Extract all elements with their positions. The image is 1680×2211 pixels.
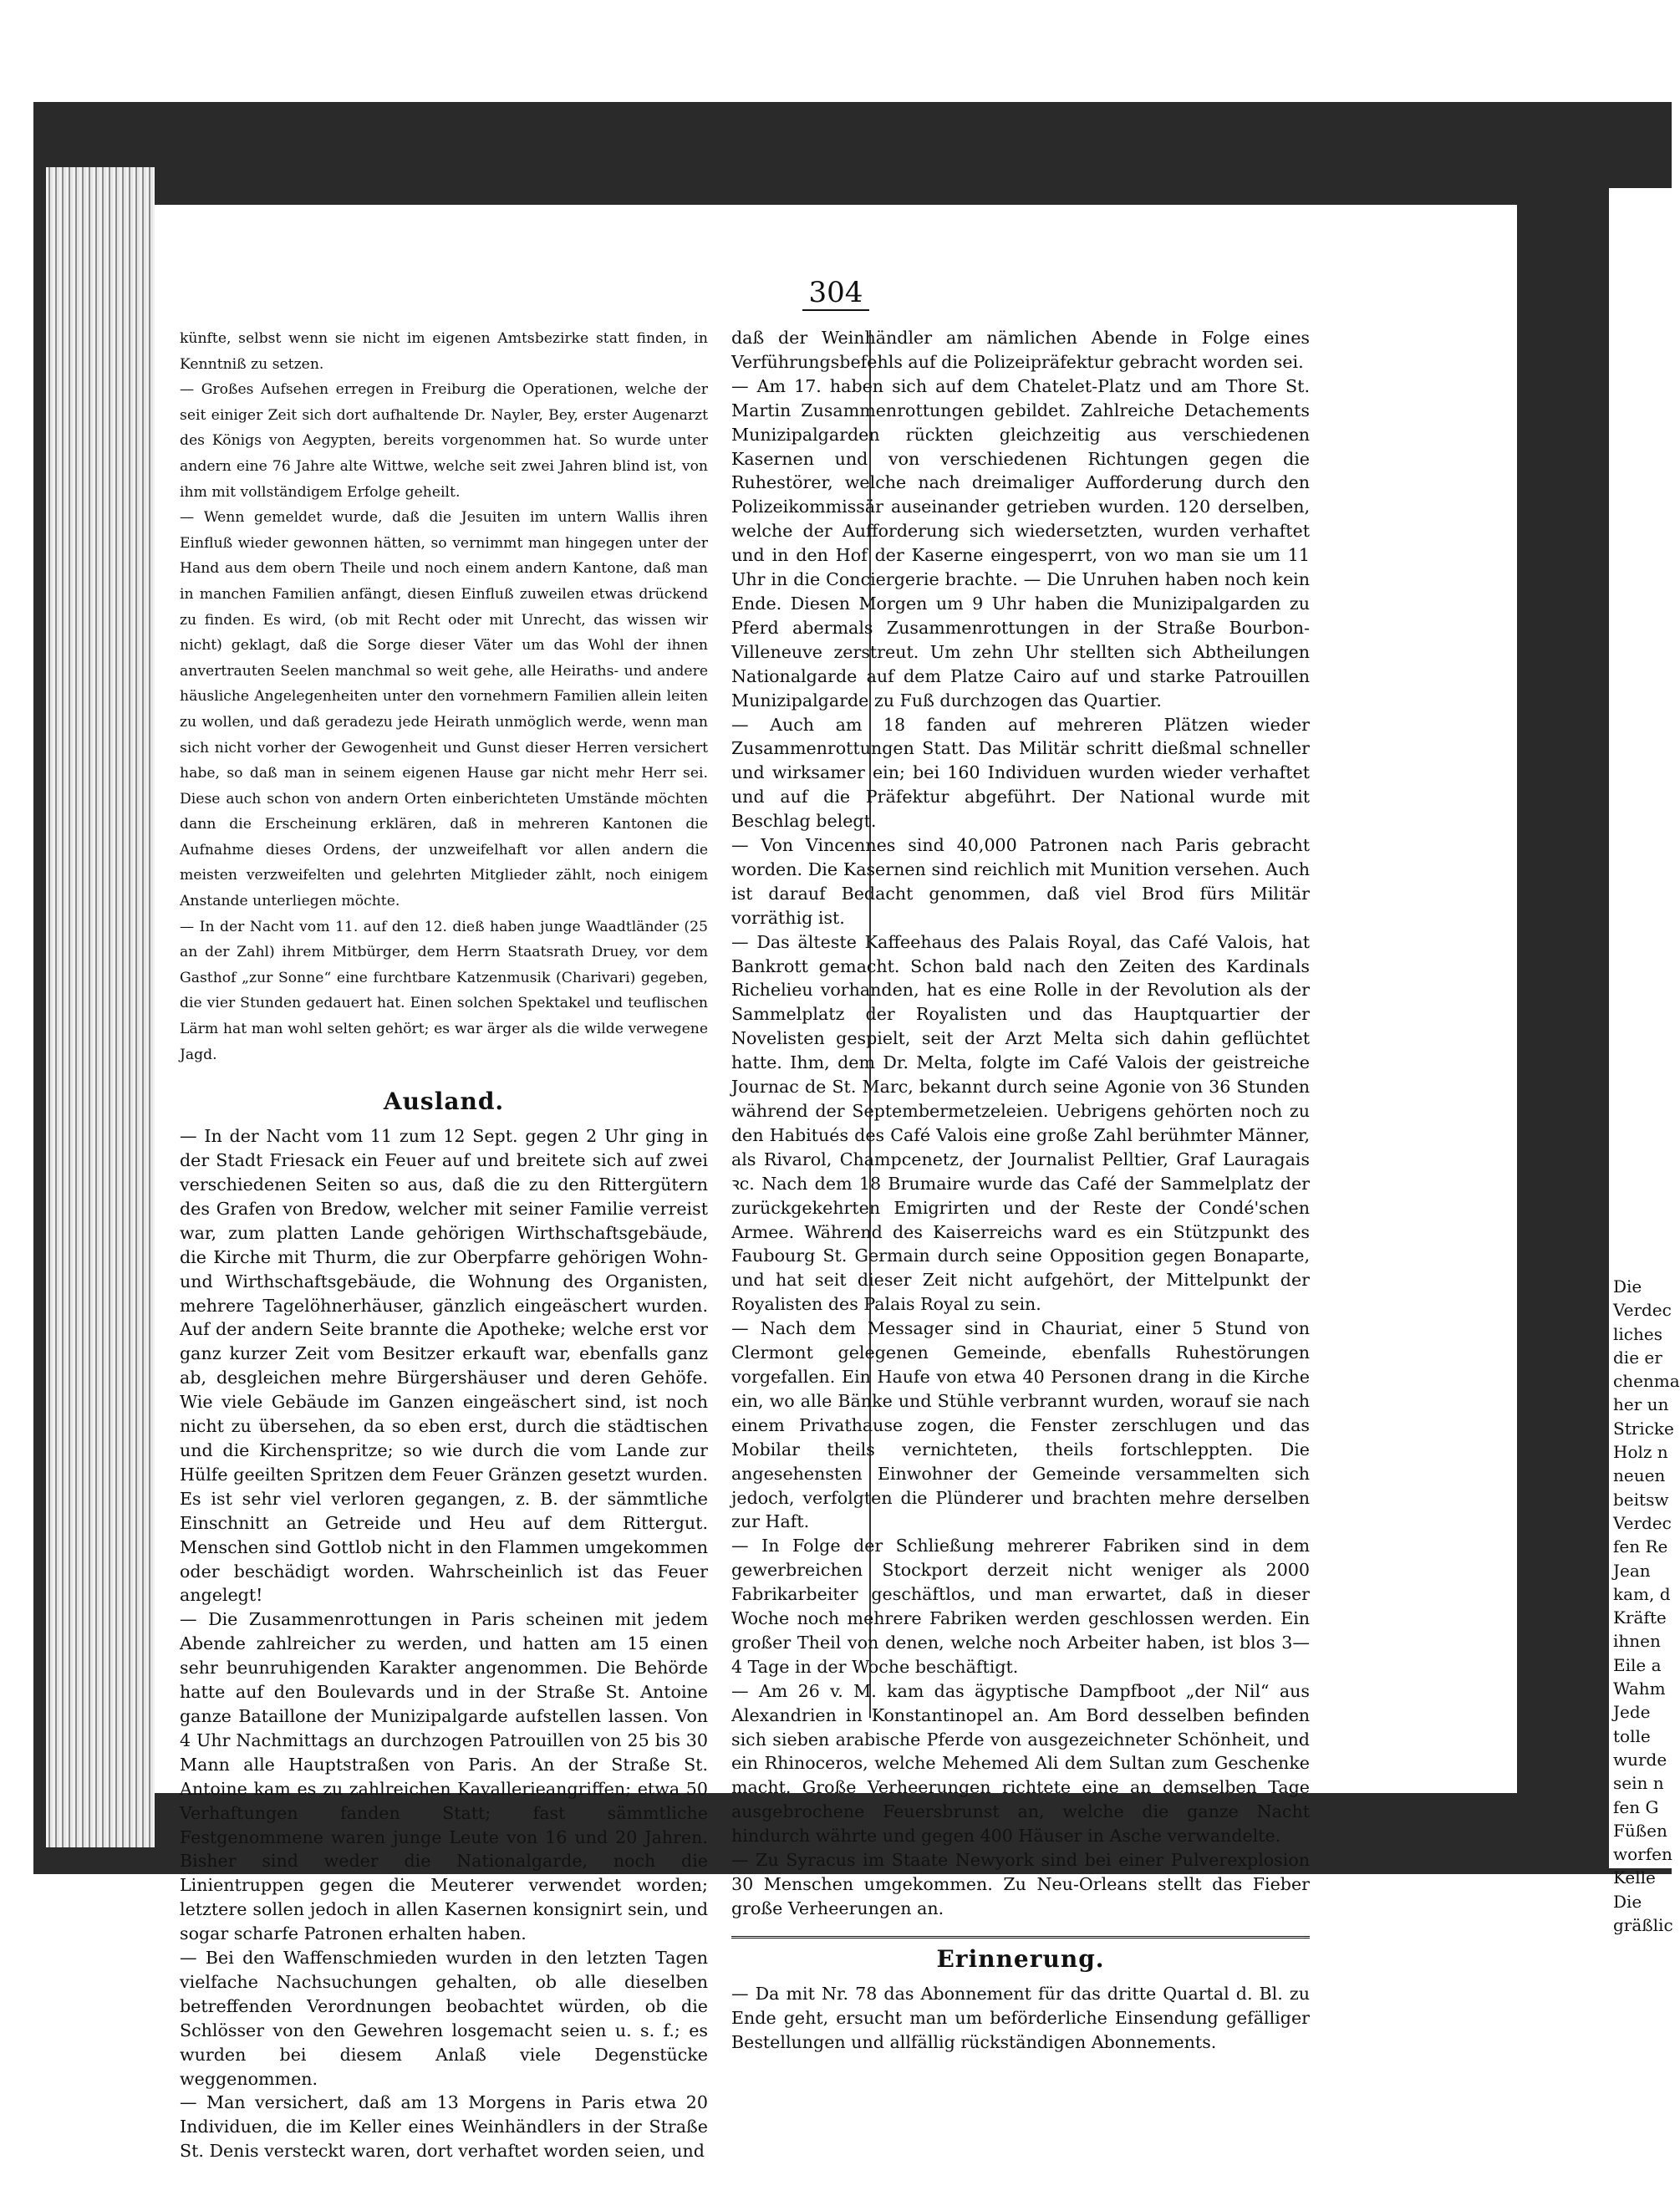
paragraph: — Am 17. haben sich auf dem Chatelet-Platz und am Thore St. Martin Zusammenrottungen gebildet. Zahlreiche Detachements Munizipalgarden rückten gleichzeitig aus verschiedenen Kasernen und von verschiedenen Richtungen gegen die Ruhestörer, welche nach dreimaliger Aufforderung durch den Polizeikommissär auseinander getrieben wurden. 120 derselben, welche der Aufforderung sich wiedersetzten, wurden verhaftet und in den Hof der Kaserne eingesperrt, von wo man sie um 11 Uhr in die Conciergerie brachte. — Die Unruhen haben noch kein Ende. Diesen Morgen um 9 Uhr haben die Munizipalgarden zu Pferd abermals Zusammenrottungen in der Straße Bourbon-Villeneuve zerstreut. Um zehn Uhr stellten sich Abtheilungen Nationalgarde auf dem Platze Cairo auf und starke Patrouillen Munizipalgarde zu Fuß durchzogen das Quartier. (731, 375, 1310, 711)
adjacent-page-fragment: sein n (1613, 1773, 1664, 1794)
paragraph: — In der Nacht vom 11 zum 12 Sept. gegen 2 Uhr ging in der Stadt Friesack ein Feuer auf und breitete sich auf zwei verschiedenen Seiten so aus, daß die zu den Rittergütern des Grafen von Bredow, welcher mit seiner Familie verreist war, zum platten Lande gehörigen Wirthschaftsgebäude, die Kirche mit Thurm, die zur Oberpfarre gehörigen Wohn- und Wirthschaftsgebäude, die Wohnung des Organisten, mehrere Tagelöhnerhäuser, gänzlich eingeäschert wurden. Auf der andern Seite brannte die Apotheke; welche erst vor ganz kurzer Zeit vom Besitzer erkauft war, ebenfalls ganz ab, desgleichen mehre Bürgershäuser und deren Gehöfe. Wie viele Gebäude im Ganzen eingeäschert sind, ist noch nicht zu übersehen, da so eben erst, durch die städtischen und die Kirchenspritze; so wie durch die vom Lande zur Hülfe geeilten Spritzen dem Feuer Gränzen gesetzt wurden. Es ist sehr viel verloren gegangen, z. B. der sämmtliche Einschnitt an Getreide und Heu auf dem Rittergut. Menschen sind Gottlob nicht in den Flammen umgekommen oder beschädigt worden. Wahrscheinlich ist das Feuer angelegt! (180, 1126, 708, 1606)
adjacent-page-fragment: Eile a (1613, 1654, 1662, 1675)
paragraph: — Die Zusammenrottungen in Paris scheinen mit jedem Abende zahlreicher zu werden, und hatten am 15 einen sehr beunruhigenden Karakter angenommen. Die Behörde hatte auf den Boulevards und in der Straße St. Antoine ganze Bataillone der Munizipalgarde aufstellen lassen. Von 4 Uhr Nachmittags an durchzogen Patrouillen von 25 bis 30 Mann alle Hauptstraßen von Paris. An der Straße St. Antoine kam es zu zahlreichen Kavallerieangriffen; etwa 50 Verhaftungen fanden Statt; fast sämmtliche Festgenommene waren junge Leute von 16 und 20 Jahren. Bisher sind weder die Nationalgarde, noch die Linientruppen gegen die Meuterer verwendet worden; letztere sollen jedoch in allen Kasernen konsignirt sein, und sogar scharfe Patronen erhalten haben. (180, 1609, 708, 1944)
adjacent-page-fragment: gräßlic (1613, 1915, 1673, 1936)
paragraph: künfte, selbst wenn sie nicht im eigenen Amtsbezirke statt finden, in Kenntniß zu setzen. (180, 330, 708, 373)
right-column-text (731, 326, 1310, 1921)
adjacent-page-fragment: tolle (1613, 1725, 1651, 1746)
adjacent-page-fragment: Die (1613, 1891, 1642, 1912)
adjacent-page-fragment: neuen (1613, 1465, 1666, 1486)
page-number: 304 (155, 276, 1517, 309)
paragraph: — Auch am 18 fanden auf mehreren Plätzen wieder Zusammenrottungen Statt. Das Militär schritt dießmal schneller und wirksamer ein; bei 160 Individuen wurden wieder verhaftet und auf die Präfektur abgeführt. Der National wurde mit Beschlag belegt. (731, 714, 1310, 832)
left-column-large-text (180, 1124, 708, 2163)
paragraph: — In der Nacht vom 11. auf den 12. dieß haben junge Waadtländer (25 an der Zahl) ihrem Mitbürger, dem Herrn Staatsrath Druey, vor dem Gasthof „zur Sonne“ eine furchtbare Katzenmusik (Charivari) gegeben, die vier Stunden gedauert hat. Einen solchen Spektakel und teuflischen Lärm hat man wohl selten gehört; es war ärger als die wilde verwegene Jagd. (180, 918, 708, 1063)
adjacent-page-fragment: Verdec (1613, 1512, 1672, 1533)
paragraph: — Zu Syracus im Staate Newyork sind bei einer Pulverexplosion 30 Menschen umgekommen. Zu Neu-Orleans stellt das Fieber große Verheerungen an. (731, 1850, 1310, 1918)
adjacent-page-fragment: Wahm (1613, 1679, 1666, 1699)
paragraph: — Nach dem Messager sind in Chauriat, einer 5 Stund von Clermont gelegenen Gemeinde, ebenfalls Ruhestörungen vorgefallen. Ein Haufe von etwa 40 Personen drang in die Kirche ein, wo alle Bänke und Stühle verbrannt wurden, worauf sie nach einem Privathause zogen, die Fenster zerschlugen und das Mobilar theils vernichteten, theils fortschleppten. Die angesehensten Einwohner der Gemeinde versammelten sich jedoch, verfolgten die Plünderer und brachten mehre derselben zur Haft. (731, 1318, 1310, 1532)
paragraph: — Man versichert, daß am 13 Morgens in Paris etwa 20 Individuen, die im Keller eines Weinhändlers in der Straße St. Denis versteckt waren, dort verhaftet worden seien, und (180, 2092, 708, 2162)
paragraph: — Bei den Waffenschmieden wurden in den letzten Tagen vielfache Nachsuchungen gehalten, ob alle dieselben betreffenden Verordnungen beobachtet würden, ob die Schlösser von den Gewehren losgemacht seien u. s. f.; es wurden bei diesem Anlaß viele Degenstücke weggenommen. (180, 1948, 708, 2089)
adjacent-page-fragment: worfen (1613, 1844, 1672, 1865)
adjacent-page-fragment: Holz n (1613, 1442, 1668, 1463)
adjacent-page-fragment: beitsw (1613, 1489, 1669, 1510)
paragraph: daß der Weinhändler am nämlichen Abende in Folge eines Verführungsbefehls auf die Polizeipräfektur gebracht worden sei. (731, 328, 1310, 372)
adjacent-page-fragment: Verdec (1613, 1300, 1672, 1321)
adjacent-page-text (1613, 1275, 1680, 1937)
section-divider (731, 1936, 1310, 1938)
adjacent-page-fragment: liches (1613, 1323, 1662, 1344)
paragraph: — Da mit Nr. 78 das Abonnement für das dritte Quartal d. Bl. zu Ende geht, ersucht man um beförderliche Einsendung gefälliger Bestellungen und allfällig rückständigen Abonnements. (731, 1983, 1310, 2052)
adjacent-page-fragment: kam, d (1613, 1583, 1671, 1604)
paragraph: — Von Vincennes sind 40,000 Patronen nach Paris gebracht worden. Die Kasernen sind reichlich mit Munition versehen. Auch ist darauf Bedacht genommen, daß viel Brod fürs Militär vorräthig ist. (731, 835, 1310, 928)
right-column (731, 326, 1310, 2055)
book-spine-pages (46, 167, 155, 1847)
paragraph: — Großes Aufsehen erregen in Freiburg die Operationen, welche der seit einiger Zeit sich dort aufhaltende Dr. Nayler, Bey, erster Augenarzt des Königs von Aegypten, bereits vorgenommen hat. So wurde unter andern eine 76 Jahre alte Wittwe, welche seit zwei Jahren blind ist, von ihm mit vollständigem Erfolge geheilt. (180, 381, 708, 501)
adjacent-page-fragment: Füßen (1613, 1820, 1667, 1841)
adjacent-page-fragment: chenma (1613, 1371, 1680, 1392)
section-heading-ausland: Ausland. (383, 1088, 505, 1116)
section-heading-erinnerung: Erinnerung. (936, 1944, 1105, 1973)
adjacent-page-fragment: fen G (1613, 1796, 1659, 1817)
paragraph: — In Folge der Schließung mehrerer Fabriken sind in dem gewerbreichen Stockport derzeit nicht weniger als 2000 Fabrikarbeiter geschäftlos, und man erwartet, daß in dieser Woche noch mehrere Fabriken werden geschlossen werden. Ein großer Theil von denen, welche noch Arbeiter haben, ist blos 3—4 Tage in der Woche beschäftigt. (731, 1536, 1310, 1677)
adjacent-page-fragment: Kelle (1613, 1867, 1656, 1888)
paragraph: — Am 26 v. M. kam das ägyptische Dampfboot „der Nil“ aus Alexandrien in Konstantinopel an. Am Bord desselben befinden sich sieben arabische Pferde von ausgezeichneter Schönheit, und ein Rhinoceros, welche Mehemed Ali dem Sultan zum Geschenke macht. Große Verheerungen richtete eine an demselben Tage ausgebrochene Feuersbrunst an, welche die ganze Nacht hindurch währte und gegen 400 Häuser in Asche verwandelte. (731, 1680, 1310, 1847)
closing-notice (731, 1982, 1310, 2055)
adjacent-page-fragment: Jede (1613, 1702, 1651, 1723)
paragraph: — Wenn gemeldet wurde, daß die Jesuiten im untern Wallis ihren Einfluß wieder gewonnen hätten, so vernimmt man hingegen unter der Hand aus dem obern Theile und noch einem andern Kantone, daß man in manchen Familien anfängt, diesen Einfluß zuweilen etwas drückend zu finden. Es wird, (ob mit Recht oder mit Unrecht, das wissen wir nicht) geklagt, daß die Sorge dieser Väter um das Wohl der ihnen anvertrauten Seelen manchmal so weit gehe, alle Heiraths- und andere häusliche Angelegenheiten unter den vornehmern Familien allein leiten zu wollen, und daß geradezu jede Heirath unmöglich werde, wenn man sich nicht vorher der Gewogenheit und Gunst dieser Herren versichert habe, so daß man in seinem eigenen Hause gar nicht mehr Herr sei. Diese auch schon von andern Orten einberichteten Umstände möchten dann die Erscheinung erklären, daß in mehreren Kantonen die Aufnahme dieses Ordens, der unzweifelhaft vor allen andern die meisten verzweifelten und gelehrten Mitglieder zählt, noch einigem Anstande unterliegen möchte. (180, 509, 708, 910)
paragraph: — Das älteste Kaffeehaus des Palais Royal, das Café Valois, hat Bankrott gemacht. Schon bald nach den Zeiten des Kardinals Richelieu vorhanden, hat es eine Rolle in der Revolution als der Sammelplatz der Royalisten und das Hauptquartier der Novelisten gespielt, seit der Arzt Melta sich dahin geflüchtet hatte. Ihm, dem Dr. Melta, folgte im Café Valois der geistreiche Journac de St. Marc, bekannt durch seine Agonie von 36 Stunden während der Septembermetzeleien. Uebrigens gehörten noch zu den Habitués des Café Valois eine große Zahl berühmter Männer, als Rivarol, Champcenetz, der Journalist Pelltier, Graf Lauragais ꝛc. Nach dem 18 Brumaire wurde das Café der Sammelplatz der zurückgekehrten Emigrirten und der Reste der Condé'schen Armee. Während des Kaiserreichs ward es ein Stützpunkt des Faubourg St. Germain durch seine Opposition gegen Bonaparte, und hat seit dieser Zeit nicht aufgehört, der Mittelpunkt der Royalisten des Palais Royal zu sein. (731, 931, 1310, 1315)
adjacent-page-fragment: Stricke (1613, 1418, 1674, 1439)
adjacent-page-fragment: fen Re (1613, 1536, 1668, 1557)
adjacent-page-fragment: her un (1613, 1394, 1669, 1415)
adjacent-page-fragment: ihnen (1613, 1631, 1661, 1652)
left-column (180, 326, 708, 2163)
adjacent-page-fragment: die er (1613, 1347, 1662, 1368)
adjacent-page-fragment: Die (1613, 1276, 1642, 1297)
adjacent-page-fragment: Jean (1613, 1560, 1651, 1581)
adjacent-page-fragment: wurde (1613, 1749, 1667, 1770)
adjacent-page-fragment: Kräfte (1613, 1607, 1667, 1628)
left-column-small-text (180, 326, 708, 1067)
